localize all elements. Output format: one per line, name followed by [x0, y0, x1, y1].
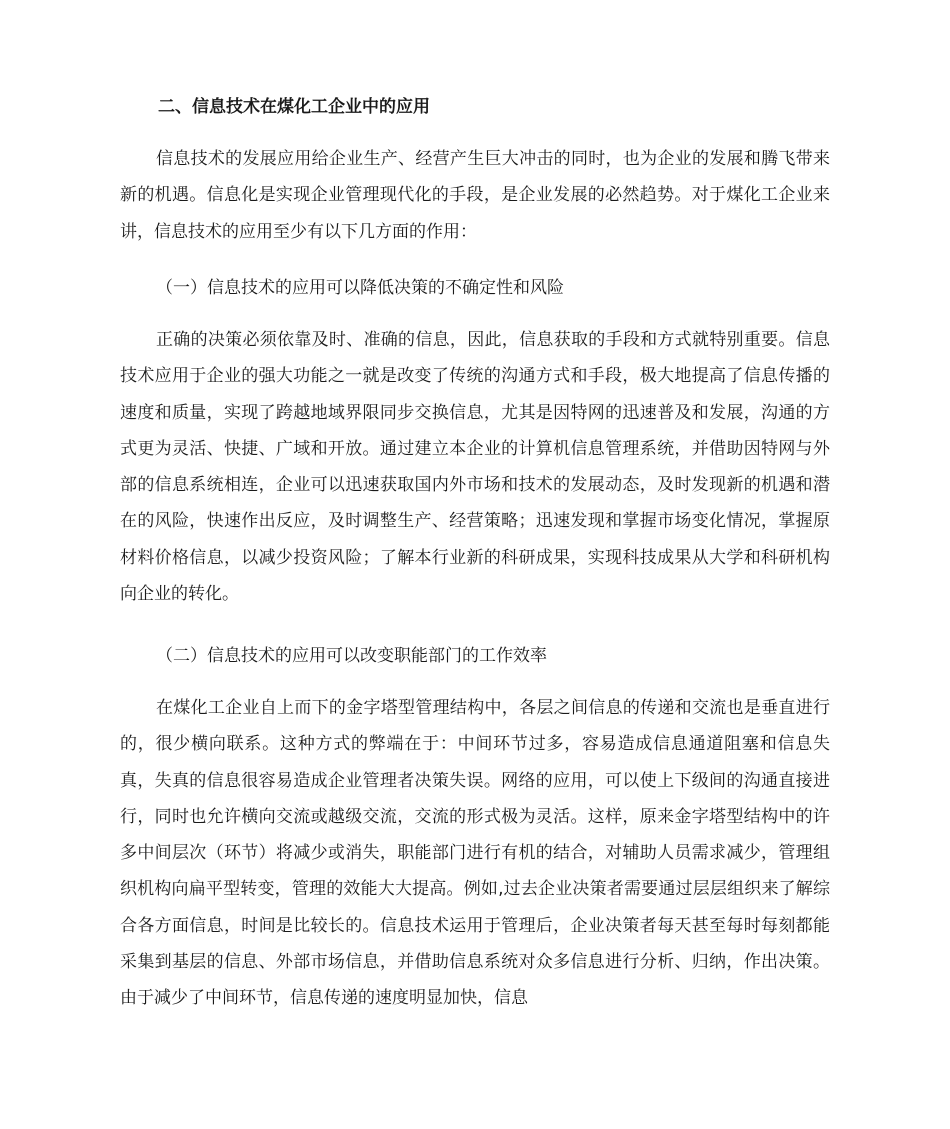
intro-paragraph: 信息技术的发展应用给企业生产、经营产生巨大冲击的同时，也为企业的发展和腾飞带来新的机遇。信息化是实现企业管理现代化的手段，是企业发展的必然趋势。对于煤化工企业来讲，信息技术的应用至少有以下几方面的作用：	[120, 149, 830, 242]
subsection-1-title: （一）信息技术的应用可以降低决策的不确定性和风险	[156, 278, 564, 298]
subsection-2-body: 在煤化工企业自上而下的金字塔型管理结构中，各层之间信息的传递和交流也是垂直进行的，很少横向联系。这种方式的弊端在于：中间环节过多，容易造成信息通道阻塞和信息失真，失真的信息很容易造成企业管理者决策失误。网络的应用，可以使上下级间的沟通直接进行，同时也允许横向交流或越级交流，交流的形式极为灵活。这样，原来金字塔型结构中的许多中间层次（环节）将减少或消失，职能部门进行有机的结合，对辅助人员需求减少，管理组织机构向扁平型转变，管理的效能大大提高。例如,过去企业决策者需要通过层层组织来了解综合各方面信息，时间是比较长的。信息技术运用于管理后，企业决策者每天甚至每时每刻都能采集到基层的信息、外部市场信息，并借助信息系统对众多信息进行分析、归纳，作出决策。由于减少了中间环节，信息传递的速度明显加快，信息	[120, 698, 830, 1009]
subsection-2-title: （二）信息技术的应用可以改变职能部门的工作效率	[156, 646, 547, 666]
section-heading: 二、信息技术在煤化工企业中的应用	[158, 97, 430, 117]
subsection-1-body: 正确的决策必须依靠及时、准确的信息，因此，信息获取的手段和方式就特别重要。信息技术应用于企业的强大功能之一就是改变了传统的沟通方式和手段，极大地提高了信息传播的速度和质量，实现了跨越地域界限同步交换信息，尤其是因特网的迅速普及和发展，沟通的方式更为灵活、快捷、广域和开放。通过建立本企业的计算机信息管理系统，并借助因特网与外部的信息系统相连，企业可以迅速获取国内外市场和技术的发展动态，及时发现新的机遇和潜在的风险，快速作出反应，及时调整生产、经营策略；迅速发现和掌握市场变化情况，掌握原材料价格信息，以减少投资风险；了解本行业新的科研成果，实现科技成果从大学和科研机构向企业的转化。	[120, 330, 830, 605]
